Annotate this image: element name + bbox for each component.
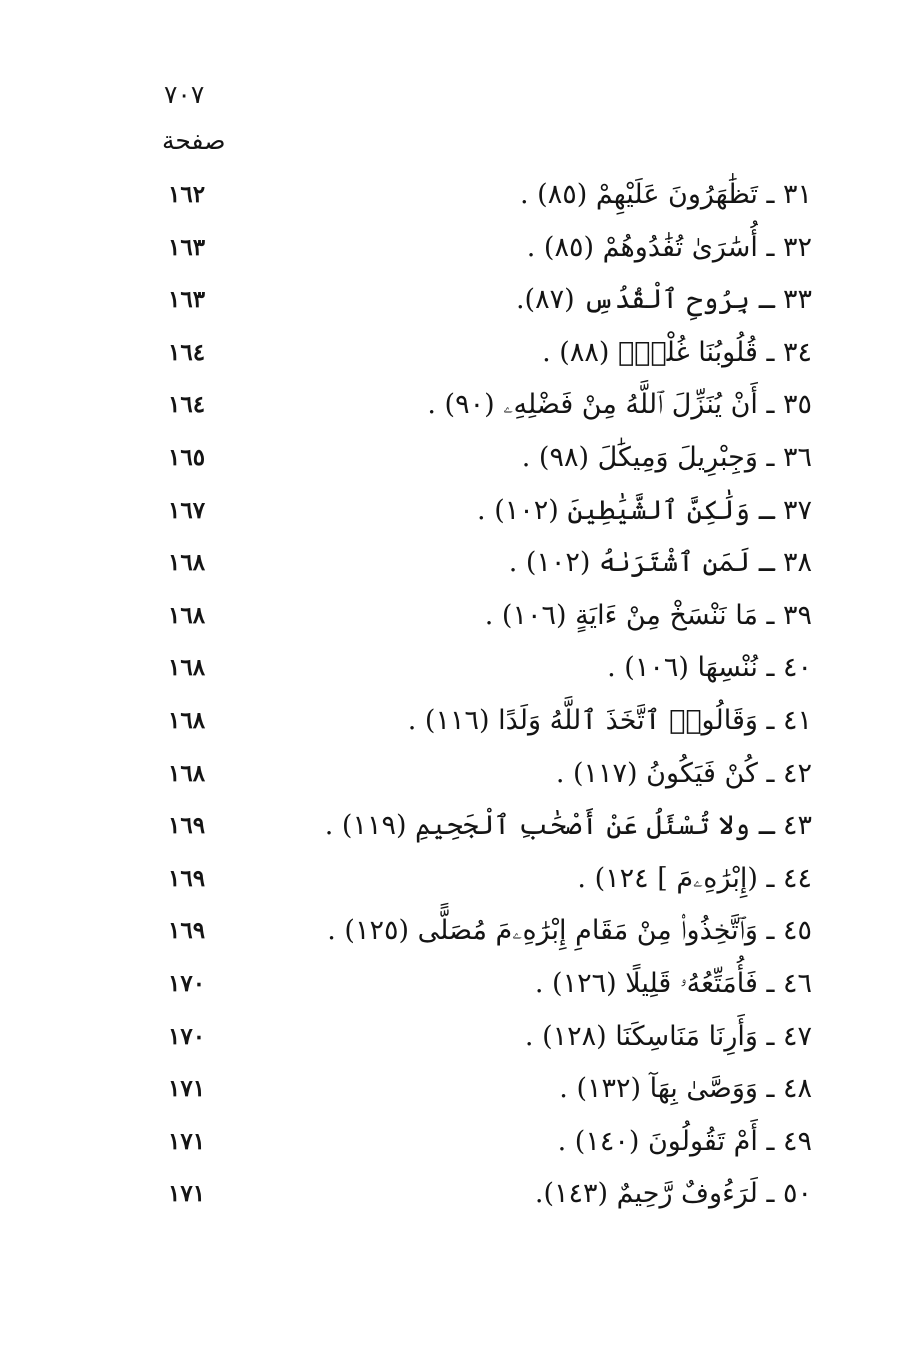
entry-page-number: ١٦٨ xyxy=(168,654,206,682)
entry-text: ٤٣ ـ ولا تُسْئَلُ عَنْ أَصْحَٰبِ ٱلْجَحِيمِ (١١٩) . xyxy=(324,810,812,842)
entry-text: ٥٠ ـ لَرَءُوفٌ رَّحِيمٌ (١٤٣). xyxy=(534,1178,812,1210)
entry-text: ٣٢ ـ أُسَٰرَىٰ تُفَٰدُوهُمْ (٨٥) . xyxy=(526,231,812,263)
entry-page-number: ١٦٤ xyxy=(168,338,206,366)
entry-text: ٣٤ ـ قُلُوبُنَا غُلْفٌۢ (٨٨) . xyxy=(542,336,812,368)
entry-text: ٣٣ ـ بِرُوحِ ٱلْقُدُسِ (٨٧). xyxy=(515,284,812,316)
index-entry xyxy=(0,382,916,435)
index-entry xyxy=(0,1066,916,1119)
entry-text: ٣٧ ـ وَلَٰكِنَّ ٱلشَّيَٰطِينَ (١٠٢) . xyxy=(477,494,812,526)
index-list xyxy=(0,172,916,1224)
entry-page-number: ١٧١ xyxy=(168,1180,206,1208)
entry-text: ٤١ ـ وَقَالُوا۟ ٱتَّخَذَ ٱللَّهُ وَلَدًا (١١٦) . xyxy=(407,704,812,736)
index-entry xyxy=(0,698,916,751)
entry-page-number: ١٦٥ xyxy=(168,443,206,471)
entry-text: ٤٥ ـ وَٱتَّخِذُوا۟ مِنْ مَقَامِ إِبْرَٰهِۦمَ مُصَلًّى (١٢٥) . xyxy=(327,915,812,947)
entry-page-number: ١٦٩ xyxy=(168,812,206,840)
entry-page-number: ١٦٧ xyxy=(168,496,206,524)
index-entry xyxy=(0,593,916,646)
entry-text: ٣٩ ـ مَا نَنْسَخْ مِنْ ءَايَةٍ (١٠٦) . xyxy=(484,599,812,631)
entry-text: ٤٤ ـ (إِبْرَٰهِۦمَ ] ١٢٤) . xyxy=(577,862,812,894)
index-entry xyxy=(0,330,916,383)
entry-text: ٣٦ ـ وَجِبْرِيلَ وَمِيكَٰلَ (٩٨) . xyxy=(521,441,812,473)
index-entry xyxy=(0,908,916,961)
index-entry xyxy=(0,961,916,1014)
entry-page-number: ١٧١ xyxy=(168,1127,206,1155)
entry-page-number: ١٦٨ xyxy=(168,549,206,577)
entry-text: ٤٠ ـ نُنْسِهَا (١٠٦) . xyxy=(607,652,812,684)
entry-page-number: ١٧١ xyxy=(168,1075,206,1103)
page-number: ٧٠٧ xyxy=(164,80,205,109)
index-entry xyxy=(0,751,916,804)
entry-page-number: ١٦٨ xyxy=(168,706,206,734)
index-entry xyxy=(0,540,916,593)
entry-text: ٤٨ ـ وَوَصَّىٰ بِهَآ (١٣٢) . xyxy=(559,1073,812,1105)
index-entry xyxy=(0,277,916,330)
entry-text: ٣٨ ـ لَمَنِ ٱشْتَرَىٰهُ (١٠٢) . xyxy=(508,547,812,579)
index-entry xyxy=(0,1171,916,1224)
entry-text: ٤٩ ـ أَمْ تَقُولُونَ (١٤٠) . xyxy=(557,1125,812,1157)
entry-page-number: ١٦٢ xyxy=(168,181,206,208)
entry-text: ٤٢ ـ كُنْ فَيَكُونُ (١١٧) . xyxy=(555,757,812,789)
entry-page-number: ١٧٠ xyxy=(168,1022,206,1050)
page-column-header: صفحة xyxy=(162,126,226,155)
entry-page-number: ١٦٣ xyxy=(168,233,206,261)
entry-page-number: ١٦٩ xyxy=(168,917,206,945)
index-entry xyxy=(0,803,916,856)
entry-text: ٣١ ـ تَظَٰهَرُونَ عَلَيْهِمْ (٨٥) . xyxy=(520,179,812,210)
index-entry xyxy=(0,1119,916,1172)
entry-text: ٣٥ ـ أَنْ يُنَزِّلَ ٱللَّهُ مِنْ فَضْلِهِۦ (٩٠) . xyxy=(427,389,812,421)
index-entry xyxy=(0,172,916,225)
entry-page-number: ١٦٤ xyxy=(168,391,206,419)
entry-page-number: ١٦٨ xyxy=(168,759,206,787)
index-entry xyxy=(0,225,916,278)
index-entry xyxy=(0,645,916,698)
entry-page-number: ١٦٣ xyxy=(168,286,206,314)
index-entry xyxy=(0,1014,916,1067)
index-entry xyxy=(0,435,916,488)
entry-text: ٤٦ ـ فَأُمَتِّعُهُۥ قَلِيلًا (١٢٦) . xyxy=(534,967,812,999)
entry-page-number: ١٦٩ xyxy=(168,864,206,892)
index-entry xyxy=(0,488,916,541)
entry-page-number: ١٦٨ xyxy=(168,601,206,629)
entry-text: ٤٧ ـ وَأَرِنَا مَنَاسِكَنَا (١٢٨) . xyxy=(524,1020,812,1052)
entry-page-number: ١٧٠ xyxy=(168,969,206,997)
index-entry xyxy=(0,856,916,909)
